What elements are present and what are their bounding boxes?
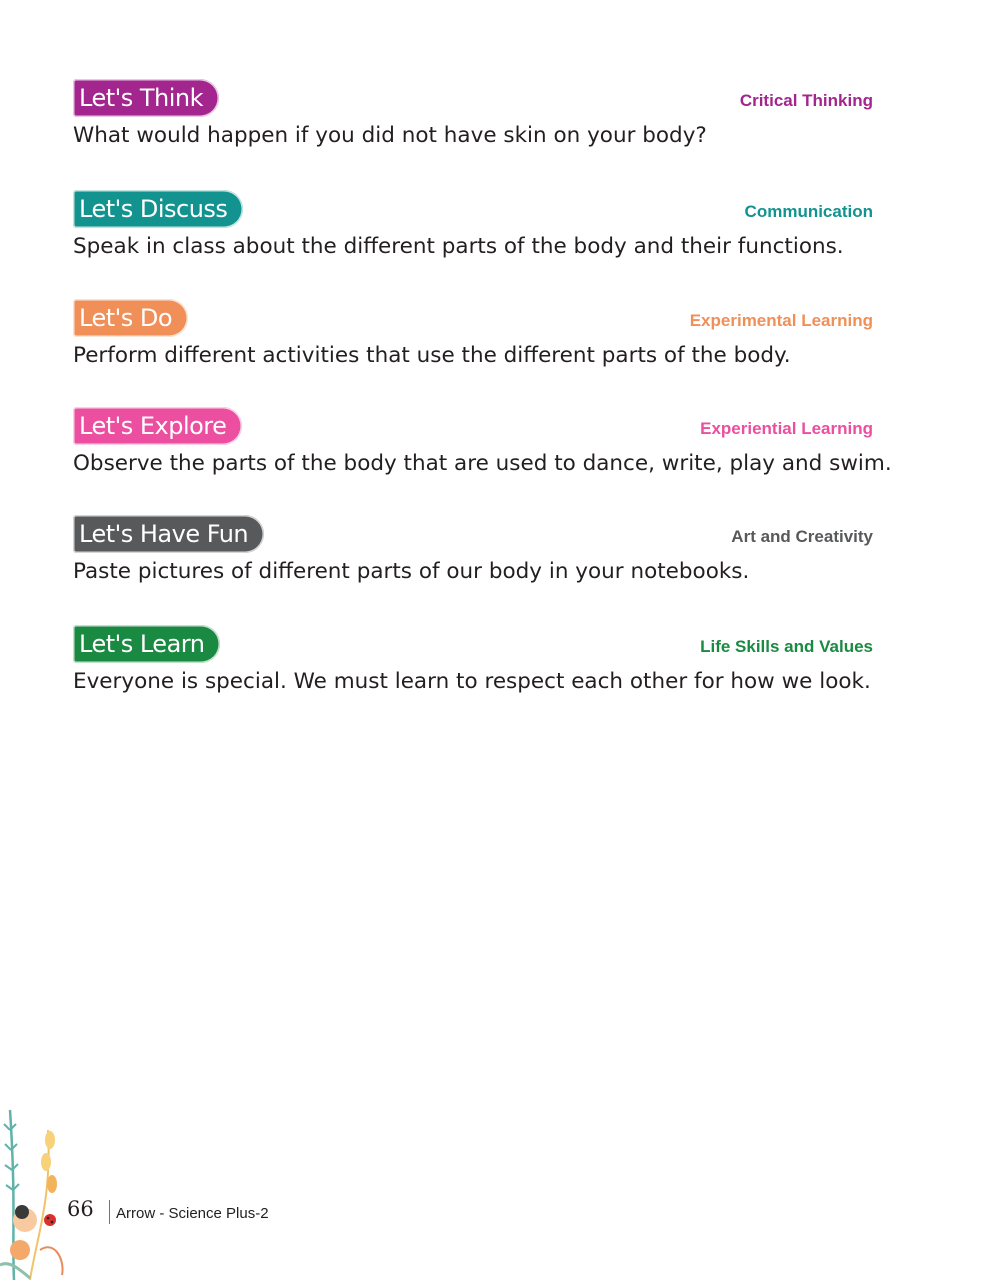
section-header [73,405,873,449]
section-lets-have-fun [73,513,873,587]
section-lets-discuss [73,188,873,262]
section-header [73,77,873,121]
section-lets-learn [73,623,873,697]
floral-decoration-icon [0,1100,75,1280]
lets-discuss-tag: Let's Discuss [73,190,243,228]
section-lets-think [73,77,873,151]
skill-label: Critical Thinking [739,91,873,110]
lets-learn-tag: Let's Learn [73,625,220,663]
page-number: 66 [67,1197,94,1221]
skill-label: Life Skills and Values [700,637,873,656]
section-header [73,513,873,557]
lets-have-fun-tag: Let's Have Fun [73,515,264,553]
lets-do-tag: Let's Do [73,299,188,337]
skill-label: Experiential Learning [700,419,873,438]
section-lets-do [73,297,873,371]
section-lets-explore [73,405,892,479]
section-header [73,188,873,232]
lets-think-tag: Let's Think [73,79,219,117]
prompt-text: What would happen if you did not have skin on your body? [73,123,707,148]
skill-label: Communication [744,202,873,221]
section-header [73,623,873,667]
prompt-text: Speak in class about the different parts of the body and their functions. [73,234,844,259]
skill-label: Experimental Learning [689,311,873,330]
section-header [73,297,873,341]
prompt-text: Paste pictures of different parts of our body in your notebooks. [73,559,750,584]
lets-explore-tag: Let's Explore [73,407,242,445]
prompt-text: Perform different activities that use the different parts of the body. [73,343,791,368]
prompt-text: Everyone is special. We must learn to respect each other for how we look. [73,669,871,694]
book-title: Arrow - Science Plus-2 [116,1205,269,1222]
skill-label: Art and Creativity [731,527,873,546]
prompt-text: Observe the parts of the body that are used to dance, write, play and swim. [73,451,892,476]
footer-divider [109,1200,110,1224]
